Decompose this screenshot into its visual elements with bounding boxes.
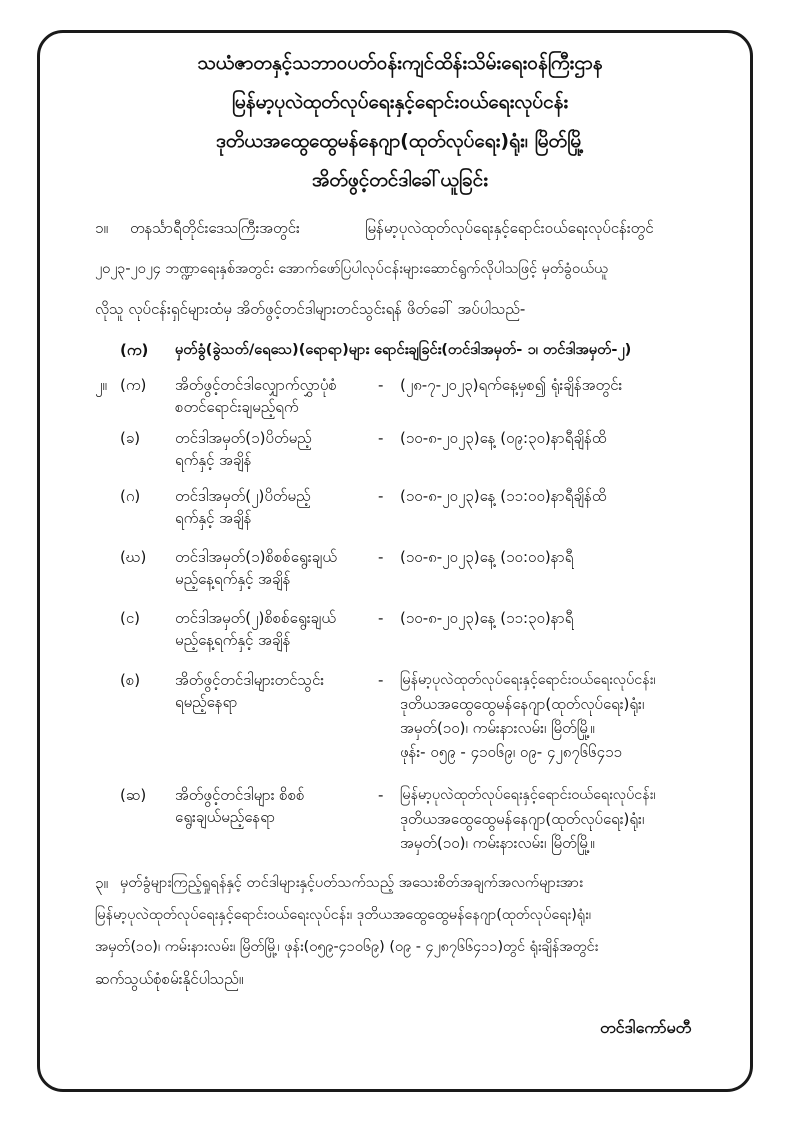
schedule-item-label: တင်ဒါအမှတ်(၁)စိစစ်ရွေးချယ် bbox=[175, 548, 337, 566]
schedule-item-label: ရွေးချယ်မည့်နေရာ bbox=[175, 808, 275, 826]
schedule-item-value: (၁၀-၈-၂၀၂၃)နေ့ (၁၁:၃၀)နာရီ bbox=[400, 609, 574, 627]
section-3-text-line2: မြန်မာ့ပုလဲထုတ်လုပ်ရေးနှင့်ရောင်းဝယ်ရေးလုပ်ငန်း၊ ဒုတိယအထွေထွေမန်နေဂျာ(ထုတ်လုပ်ရေး)ရုံး၊ bbox=[95, 907, 592, 923]
schedule-item-label: ရက်နှင့် အချိန် bbox=[175, 509, 252, 527]
ministry-title: သယံဇာတနှင့်သဘာဝပတ်ဝန်းကျင်ထိန်းသိမ်းရေးဝန်ကြီးဌာန bbox=[197, 52, 603, 74]
schedule-item-marker: (က) bbox=[120, 376, 147, 394]
schedule-item-value: ဖုန်း- ၀၅၉ - ၄၁၀၆၉၊ ၀၉- ၄၂၈၇၆၆၄၁၁ bbox=[400, 743, 622, 761]
section-1-text-part1: တနင်္သာရီတိုင်းဒေသကြီးအတွင်း bbox=[130, 219, 300, 237]
schedule-item-label: တင်ဒါအမှတ်(၂)ပိတ်မည့် bbox=[175, 487, 311, 505]
schedule-item-value: မြန်မာ့ပုလဲထုတ်လုပ်ရေးနှင့်ရောင်းဝယ်ရေးလုပ်ငန်း၊ bbox=[400, 787, 656, 803]
schedule-item-value: ဒုတိယအထွေထွေမန်နေဂျာ(ထုတ်လုပ်ရေး)ရုံး၊ bbox=[400, 810, 645, 828]
section-3-text-line4: ဆက်သွယ်စုံစမ်းနိုင်ပါသည်။ bbox=[95, 970, 244, 988]
section-3-text-line3: အမှတ်(၁၀)၊ ကမ်းနားလမ်း၊ မြိတ်မြို့၊ ဖုန်း(၀၅၉-၄၁၀၆၉) (၀၉ - ၄၂၈၇၆၆၄၁၁)တွင် ရုံးချိန်အတွင်း bbox=[95, 939, 599, 955]
section-1-number: ၁။ bbox=[95, 219, 108, 237]
schedule-item-value: (၂၈-၇-၂၀၂၃)ရက်နေ့မှစ၍ ရုံးချိန်အတွင်း bbox=[400, 376, 623, 394]
schedule-item-label: အိတ်ဖွင့်တင်ဒါလျှောက်လွှာပုံစံ bbox=[175, 376, 337, 394]
schedule-item-dash: - bbox=[378, 429, 384, 447]
schedule-item-value: (၁၀-၈-၂၀၂၃)နေ့ (၁၁:၀၀)နာရီချိန်ထိ bbox=[400, 487, 607, 505]
schedule-item-marker: (ဃ) bbox=[120, 548, 147, 566]
schedule-item-marker: (ခ) bbox=[120, 429, 141, 447]
section-1-item-text: မှတ်ခွံ(ခွဲသတ်/ရေသေ)(ရောရာ)များ ရောင်းချခြင်း(တင်ဒါအမှတ်- ၁၊ တင်ဒါအမှတ်-၂) bbox=[175, 341, 632, 358]
schedule-item-dash: - bbox=[378, 671, 384, 689]
schedule-item-value: အမှတ်(၁၀)၊ ကမ်းနားလမ်း၊ မြိတ်မြို့။ bbox=[400, 719, 595, 737]
office-title: ဒုတိယအထွေထွေမန်နေဂျာ(ထုတ်လုပ်ရေး)ရုံး၊ မြိတ်မြို့ bbox=[216, 130, 584, 152]
schedule-item-dash: - bbox=[378, 786, 384, 804]
schedule-item-marker: (ဆ) bbox=[120, 786, 147, 804]
schedule-item-label: ရမည့်နေရာ bbox=[175, 693, 238, 711]
schedule-item-marker: (ဂ) bbox=[120, 487, 141, 505]
schedule-item-label: အိတ်ဖွင့်တင်ဒါများ စိစစ် bbox=[175, 786, 305, 804]
schedule-item-label: အိတ်ဖွင့်တင်ဒါများတင်သွင်း bbox=[175, 671, 325, 689]
section-3-text-line1: မှတ်ခွံများကြည့်ရှုရန်နှင့် တင်ဒါများနှင့်ပတ်သက်သည့် အသေးစိတ်အချက်အလက်များအား bbox=[120, 874, 583, 891]
schedule-item-marker: (င) bbox=[120, 609, 141, 627]
schedule-item-label: မည့်နေ့ရက်နှင့် အချိန် bbox=[175, 570, 291, 588]
schedule-item-label: စတင်ရောင်းချမည့်ရက် bbox=[175, 398, 299, 416]
schedule-item-dash: - bbox=[378, 548, 384, 566]
section-2-number: ၂။ bbox=[95, 376, 107, 394]
schedule-item-value: မြန်မာ့ပုလဲထုတ်လုပ်ရေးနှင့်ရောင်းဝယ်ရေးလုပ်ငန်း၊ bbox=[400, 672, 656, 688]
section-1-text-line3: လိုသူ လုပ်ငန်းရှင်များထံမှ အိတ်ဖွင့်တင်ဒါများတင်သွင်းရန် ဖိတ်ခေါ် အပ်ပါသည်- bbox=[95, 300, 526, 318]
enterprise-title: မြန်မာ့ပုလဲထုတ်လုပ်ရေးနှင့်ရောင်းဝယ်ရေးလုပ်ငန်း bbox=[231, 91, 569, 113]
notice-title: အိတ်ဖွင့်တင်ဒါခေါ်ယူခြင်း bbox=[311, 169, 489, 191]
section-1-item-marker: (က) bbox=[120, 341, 149, 359]
schedule-item-label: တင်ဒါအမှတ်(၂)စိစစ်ရွေးချယ် bbox=[175, 609, 336, 627]
schedule-item-value: အမှတ်(၁၀)၊ ကမ်းနားလမ်း၊ မြိတ်မြို့။ bbox=[400, 834, 595, 852]
schedule-item-dash: - bbox=[378, 376, 384, 394]
section-1-text-part2: မြန်မာ့ပုလဲထုတ်လုပ်ရေးနှင့်ရောင်းဝယ်ရေးလုပ်ငန်းတွင် bbox=[365, 219, 654, 237]
schedule-item-label: မည့်နေ့ရက်နှင့် အချိန် bbox=[175, 631, 291, 649]
schedule-item-label: ရက်နှင့် အချိန် bbox=[175, 451, 252, 469]
schedule-item-value: (၁၀-၈-၂၀၂၃)နေ့ (၀၉:၃၀)နာရီချိန်ထိ bbox=[400, 429, 607, 447]
schedule-item-value: (၁၀-၈-၂၀၂၃)နေ့ (၁၀:၀၀)နာရီ bbox=[400, 548, 574, 566]
schedule-item-label: တင်ဒါအမှတ်(၁)ပိတ်မည့် bbox=[175, 429, 312, 447]
section-1-text-line2: ၂၀၂၃-၂၀၂၄ ဘဏ္ဍာရေးနှစ်အတွင်း အောက်ဖော်ပြပါလုပ်ငန်းများဆောင်ရွက်လိုပါသဖြင့် မှတ်ခွံဝယ်ယူ bbox=[95, 261, 609, 277]
section-3-number: ၃။ bbox=[95, 874, 108, 892]
schedule-item-value: ဒုတိယအထွေထွေမန်နေဂျာ(ထုတ်လုပ်ရေး)ရုံး၊ bbox=[400, 695, 645, 713]
schedule-item-dash: - bbox=[378, 487, 384, 505]
signature-committee: တင်ဒါကော်မတီ bbox=[600, 1018, 692, 1037]
schedule-item-dash: - bbox=[378, 609, 384, 627]
schedule-item-marker: (စ) bbox=[120, 671, 141, 689]
